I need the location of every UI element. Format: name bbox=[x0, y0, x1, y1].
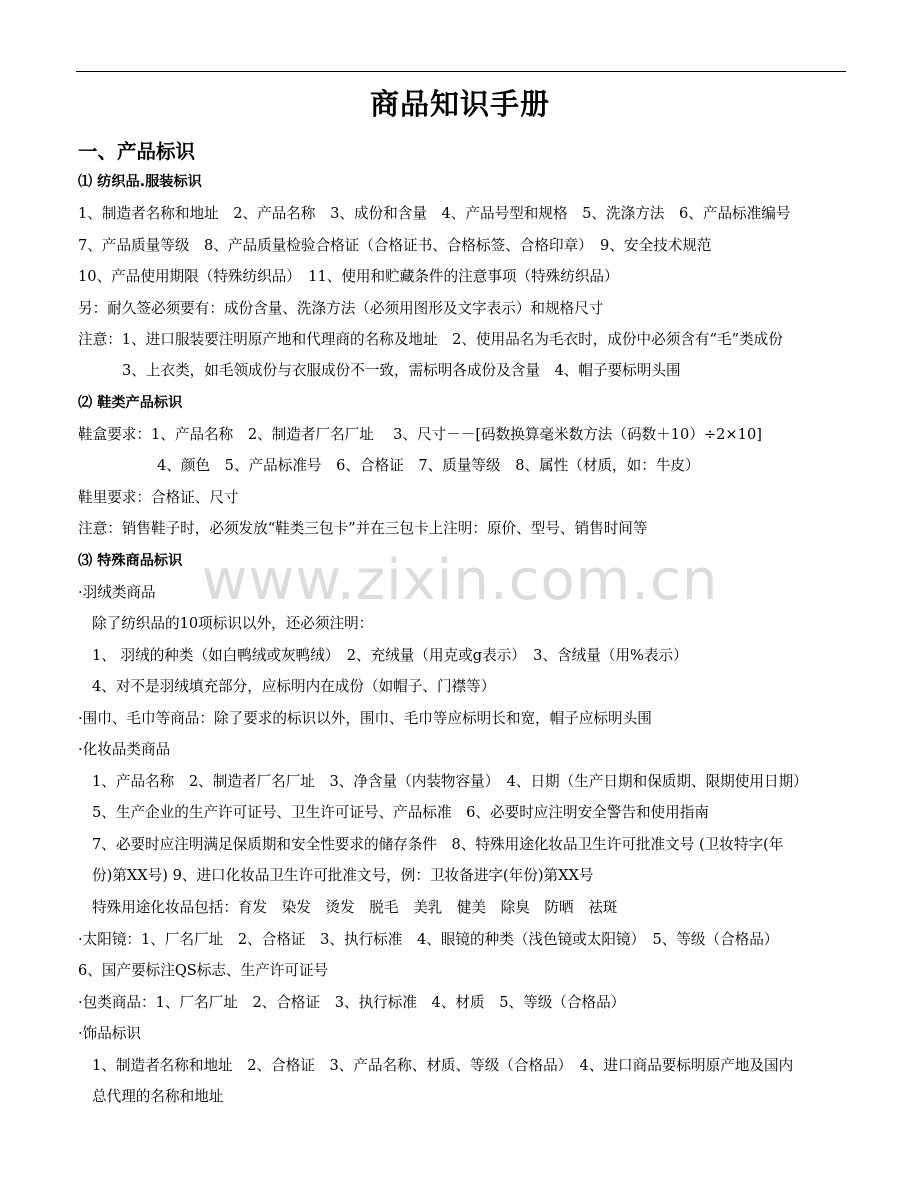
document-title: 商品知识手册 bbox=[369, 87, 550, 121]
text-line: 总代理的名称和地址 bbox=[92, 1088, 224, 1105]
text-line: 7、必要时应注明满足保质期和安全性要求的储存条件 8、特殊用途化妆品卫生许可批准文号 (卫妆特字(年 bbox=[92, 836, 784, 853]
text-line: ·包类商品：1、厂名厂址 2、合格证 3、执行标准 4、材质 5、等级（合格品） bbox=[78, 994, 626, 1011]
text-line: 鞋里要求：合格证、尺寸 bbox=[78, 489, 239, 506]
text-line: 10、产品使用期限（特殊纺织品） 11、使用和贮藏条件的注意事项（特殊纺织品） bbox=[78, 268, 619, 285]
text-line: 1、制造者名称和地址 2、产品名称 3、成份和含量 4、产品号型和规格 5、洗涤方法 6、产品标准编号 bbox=[78, 205, 791, 222]
text-line: 1、制造者名称和地址 2、合格证 3、产品名称、材质、等级（合格品） 4、进口商品要标明原产地及国内 bbox=[92, 1057, 794, 1074]
text-line: ·太阳镜：1、厂名厂址 2、合格证 3、执行标准 4、眼镜的种类（浅色镜或太阳镜） 5、等级（合格品） bbox=[78, 931, 779, 948]
text-line: 4、对不是羽绒填充部分，应标明内在成份（如帽子、门襟等） bbox=[92, 678, 496, 695]
text-line: 1、 羽绒的种类（如白鸭绒或灰鸭绒） 2、充绒量（用克或g表示） 3、含绒量（用%表示） bbox=[92, 647, 688, 664]
watermark: www.zixin.com.cn bbox=[201, 548, 719, 613]
subsection-title-textiles: ⑴ 纺织品.服装标识 bbox=[78, 174, 202, 190]
text-line: 4、颜色 5、产品标准号 6、合格证 7、质量等级 8、属性（材质，如：牛皮） bbox=[157, 457, 700, 474]
subsection-title-special: ⑶ 特殊商品标识 bbox=[78, 553, 183, 569]
text-line: 特殊用途化妆品包括：育发 染发 烫发 脱毛 美乳 健美 除臭 防晒 祛斑 bbox=[92, 899, 618, 916]
text-line: ·饰品标识 bbox=[78, 1025, 142, 1042]
text-line: 3、上衣类，如毛领成份与衣服成份不一致，需标明各成份及含量 4、帽子要标明头围 bbox=[122, 362, 681, 379]
text-line: ·羽绒类商品 bbox=[78, 584, 156, 601]
text-line: 注意：销售鞋子时，必须发放“鞋类三包卡”并在三包卡上注明：原价、型号、销售时间等 bbox=[78, 520, 648, 537]
text-line: 7、产品质量等级 8、产品质量检验合格证（合格证书、合格标签、合格印章） 9、安全技术规范 bbox=[78, 237, 712, 254]
text-line: ·化妆品类商品 bbox=[78, 741, 171, 758]
text-line: 除了纺织品的10项标识以外，还必须注明： bbox=[92, 615, 374, 632]
text-line: 另：耐久签必须要有：成份含量、洗涤方法（必须用图形及文字表示）和规格尺寸 bbox=[78, 300, 604, 317]
top-rule bbox=[76, 71, 846, 72]
section-title: 一、产品标识 bbox=[78, 140, 196, 163]
text-line: 注意：1、进口服装要注明原产地和代理商的名称及地址 2、使用品名为毛衣时，成份中必须含有“毛”类成份 bbox=[78, 331, 783, 348]
text-line: 鞋盒要求：1、产品名称 2、制造者厂名厂址 3、尺寸－－[码数换算毫米数方法（码数＋10）÷2×10] bbox=[78, 426, 762, 443]
subsection-title-shoes: ⑵ 鞋类产品标识 bbox=[78, 395, 183, 411]
text-line: 1、产品名称 2、制造者厂名厂址 3、净含量（内装物容量） 4、日期（生产日期和保质期、限期使用日期） bbox=[92, 773, 808, 790]
text-line: 份)第XX号) 9、进口化妆品卫生许可批准文号，例：卫妆备进字(年份)第XX号 bbox=[92, 867, 594, 884]
text-line: ·围巾、毛巾等商品：除了要求的标识以外，围巾、毛巾等应标明长和宽，帽子应标明头围 bbox=[78, 710, 652, 727]
text-line: 5、生产企业的生产许可证号、卫生许可证号、产品标准 6、必要时应注明安全警告和使用指南 bbox=[92, 804, 709, 821]
text-line: 6、国产要标注QS标志、生产许可证号 bbox=[78, 962, 329, 979]
